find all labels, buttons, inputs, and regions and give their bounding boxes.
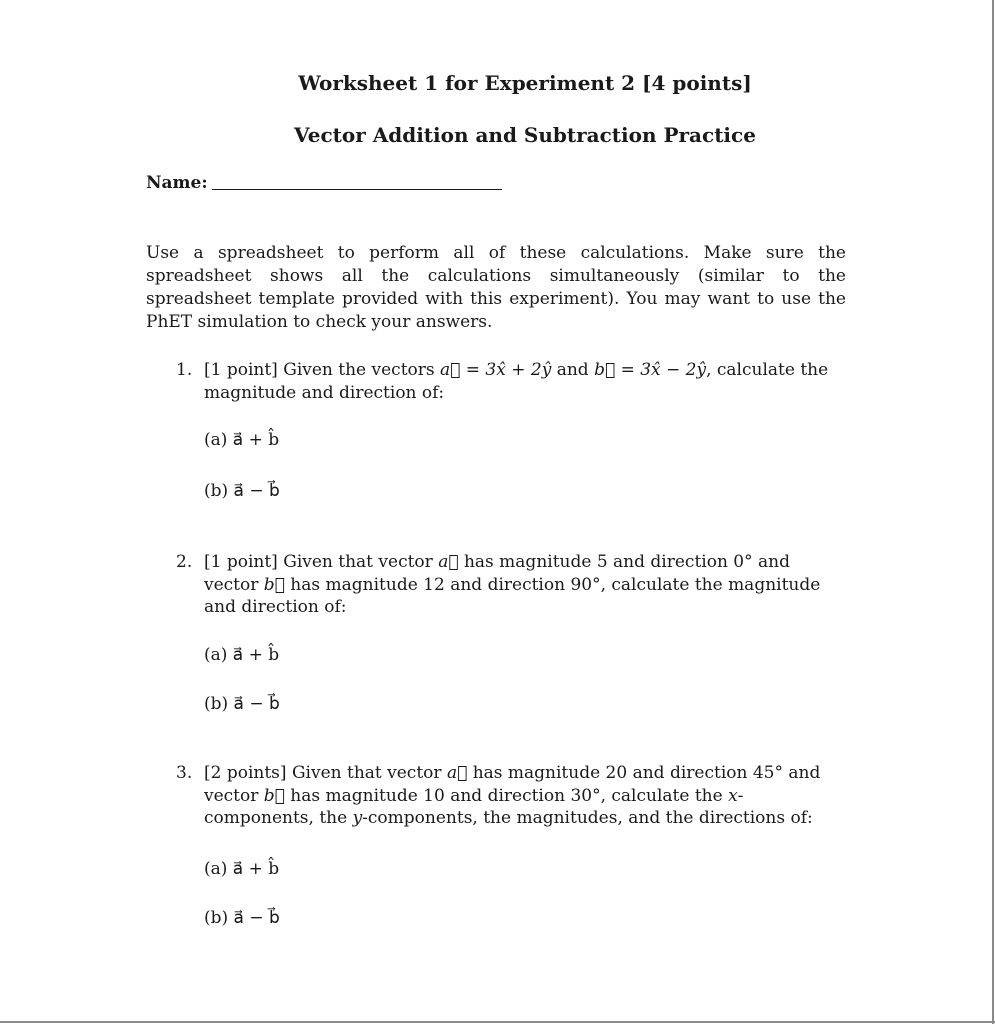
question-2-ending: has magnitude 12 and direction 90°, calculate the magnitude and direction of:: [204, 574, 821, 617]
instructions-paragraph: Use a spreadsheet to perform all of these calculations. Make sure the spreadsheet shows all the calculations simultaneously (similar to the spreadsheet template provided with this experiment). You may want to use the PhET simulation to check your answers.: [146, 243, 846, 332]
question-1-vector-a-definition: a⃗ = 3x̂ + 2ŷ: [440, 360, 552, 380]
question-1-text: [204, 359, 844, 404]
name-blank-line[interactable]: [212, 188, 502, 190]
page-border-bottom: [0, 1021, 995, 1023]
question-3-x-variable: x: [728, 785, 738, 806]
question-1-intro: Given the vectors: [283, 360, 435, 380]
question-3-number: 3.: [176, 763, 193, 783]
question-2-middle: has magnitude 5 and direction 0° and vector: [204, 552, 790, 595]
page-border-right: [992, 0, 994, 1024]
question-2-vector-b: b⃗: [263, 574, 285, 595]
question-1-part-b: (b) a⃗ − b⃗: [204, 481, 280, 501]
name-label: Name:: [146, 173, 208, 193]
question-1-part-a: (a) a⃗ + b̂: [204, 430, 280, 450]
question-3-intro: Given that vector: [291, 763, 442, 783]
question-1-and: and: [556, 360, 589, 380]
question-1-number: 1.: [176, 360, 193, 380]
question-2-vector-a: a⃗: [438, 552, 459, 572]
question-3-middle-2: has magnitude 10 and direction 30°, calculate the: [290, 785, 723, 806]
question-3-vector-b: b⃗: [263, 785, 285, 806]
question-1-vector-b-definition: b⃗ = 3x̂ − 2ŷ: [594, 360, 707, 380]
question-2-number: 2.: [176, 552, 193, 572]
question-3-part-b: (b) a⃗ − b⃗: [204, 908, 280, 928]
question-2-intro: Given that vector: [283, 552, 433, 572]
question-1-points: [1 point]: [204, 360, 278, 380]
question-3-vector-a: a⃗: [446, 763, 468, 783]
question-3-y-variable: y: [352, 808, 363, 828]
name-field: [146, 173, 502, 193]
question-3-text: [204, 762, 844, 830]
worksheet-subtitle: Vector Addition and Subtraction Practice: [294, 123, 756, 147]
question-3-part-a: (a) a⃗ + b̂: [204, 859, 280, 879]
question-2-text: [204, 551, 844, 619]
question-3-points: [2 points]: [204, 763, 287, 783]
worksheet-title: Worksheet 1 for Experiment 2 [4 points]: [298, 71, 752, 95]
question-2-part-b: (b) a⃗ − b⃗: [204, 694, 280, 714]
question-1-ending: , calculate the magnitude and direction of:: [204, 360, 829, 403]
question-3-middle: has magnitude 20 and direction 45° and vector: [204, 763, 821, 806]
question-2-points: [1 point]: [204, 552, 278, 572]
question-3-middle-3: -components, the: [204, 785, 744, 828]
question-3-ending: -components, the magnitudes, and the directions of:: [362, 808, 813, 828]
question-2-part-a: (a) a⃗ + b̂: [204, 645, 280, 665]
